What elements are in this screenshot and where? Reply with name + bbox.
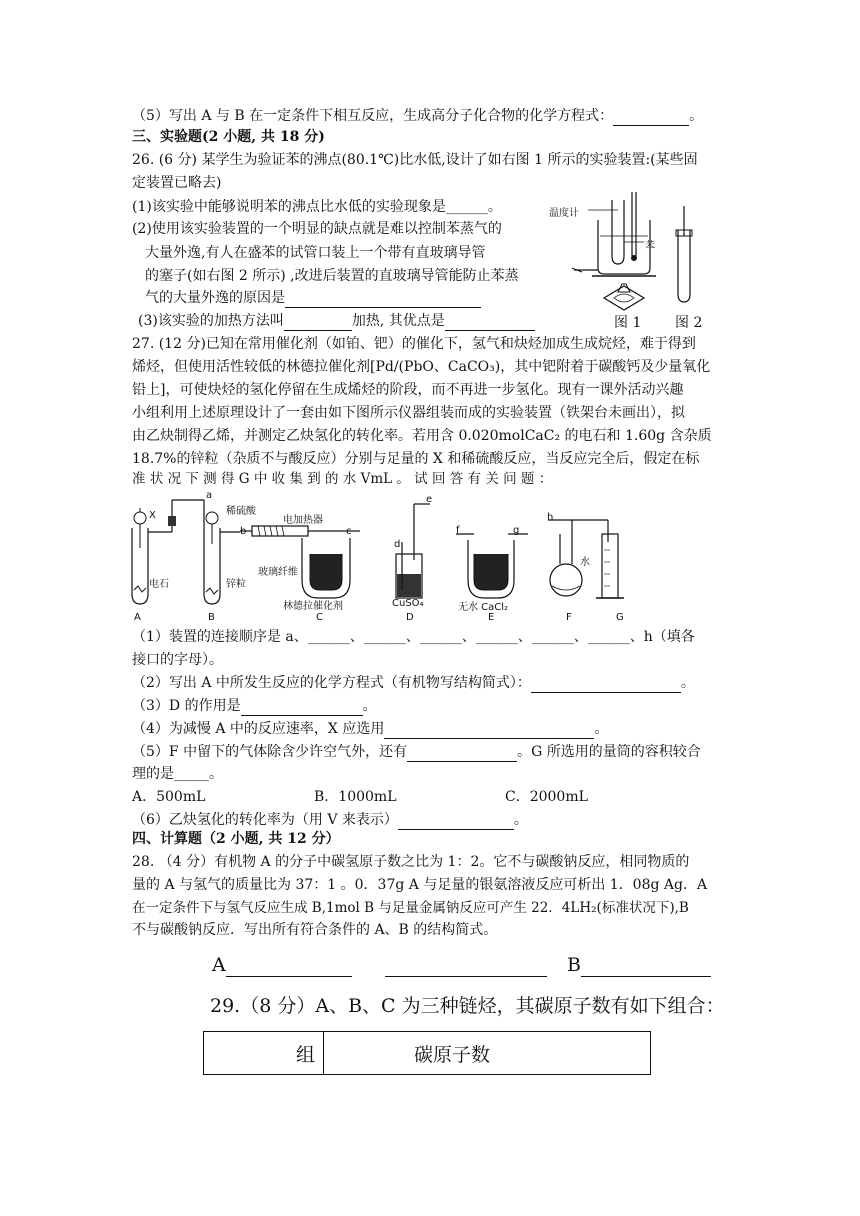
q26-stem-1: 26. (6 分) 某学生为验证苯的沸点(80.1℃)比水低,设计了如右图 1 所示的实验装置:(某些固 [132, 152, 698, 168]
apparatus-name-E: E [488, 612, 495, 623]
port-h: h [547, 512, 554, 523]
q25-part5: （5）写出 A 与 B 在一定条件下相互反应，生成高分子化合物的化学方程式： 。 [132, 108, 704, 124]
q26-part1: (1)该实验中能够说明苯的沸点比水低的实验现象是______。 [132, 199, 502, 215]
q27-part1-line2: 接口的字母）。 [132, 652, 223, 668]
q28-stem-2: 量的 A 与氢气的质量比为 37：1 。0．37g A 与足量的银氨溶液反应可析出 1．08g Ag．A [132, 877, 708, 893]
q27-stem-1: 27. (12 分)已知在常用催化剂（如铂、钯）的催化下，氢气和炔烃加成生成烷烃，难于得到 [132, 336, 696, 352]
port-d: d [394, 539, 401, 550]
apparatus-name-B: B [208, 612, 215, 623]
answer-blank [384, 722, 594, 739]
q27-option-b: B．1000mL [314, 789, 397, 805]
q27-stem-6: 18.7%的锌粒（杂质不与酸反应）分别与足量的 X 和稀硫酸反应，当反应完全后，假定在标 [132, 451, 700, 467]
apparatus-name-C: C [316, 612, 323, 623]
apparatus-E [456, 534, 528, 598]
apparatus-name-D: D [406, 612, 414, 623]
benzene-label: 苯 [645, 241, 655, 252]
q26-part3-text-a: (3)该实验的加热方法叫 [138, 313, 284, 329]
q27-part5-line2: 理的是_____。 [132, 766, 223, 782]
q27-part4: （4）为减慢 A 中的反应速率，X 应选用 。 [132, 721, 609, 737]
label-water: 水 [580, 557, 590, 568]
q28-stem-3: 在一定条件下与氢气反应生成 B,1mol B 与足量金属钠反应可产生 22．4LH₂(标准状况下),B [132, 900, 689, 916]
q27-part1-line1: （1）装置的连接顺序是 a、______、______、______、______、______、______、h（填各 [132, 629, 695, 645]
q27-part5-text-b: 。G 所选用的量筒的容积较合 [517, 744, 701, 760]
table-header-row [204, 1032, 651, 1075]
answer-blank [385, 956, 547, 977]
q28-answer-a-label: A [212, 954, 226, 976]
q27-part5 [132, 742, 701, 762]
q27-part2-text: （2）写出 A 中所发生反应的化学方程式（有机物写结构简式）： [132, 675, 531, 691]
table-header-group: 组 [204, 1032, 324, 1075]
answer-blank [241, 699, 363, 716]
q27-stem-3: 铅上]，可使炔烃的氢化停留在生成烯烃的阶段，而不再进一步氢化。现有一课外活动兴趣 [132, 382, 684, 398]
q27-stem-4: 小组利用上述原理设计了一套由如下图所示仪器组装而成的实验装置（铁架台未画出），拟 [132, 405, 685, 421]
answer-blank [407, 745, 517, 762]
answer-blank [581, 956, 711, 977]
answer-blank [226, 956, 352, 977]
q27-stem-2: 烯烃，但使用活性较低的林德拉催化剂[Pd/(PbO、CaCO₃)，其中钯附着于碳酸钙及少量氧化 [132, 359, 711, 375]
label-glass-fiber: 玻璃纤维 [258, 567, 298, 578]
q27-part5-text-a: （5）F 中留下的气体除含少许空气外，还有 [132, 744, 408, 760]
port-c: c [346, 526, 352, 537]
q27-part6-text: （6）乙炔氢化的转化率为（用 V 来表示） [132, 812, 398, 828]
label-x: X [149, 510, 156, 521]
q27-stem-7: 准 状 况 下 测 得 G 中 收 集 到 的 水 VmL 。 试 回 答 有 关 问 题 ： [132, 471, 553, 487]
label-heater: 电加热器 [283, 515, 323, 526]
label-lindlar-catalyst: 林德拉催化剂 [283, 601, 343, 612]
port-f: f [456, 525, 460, 536]
answer-blank [613, 109, 689, 126]
table-header-carbon-count: 碳原子数 [324, 1032, 651, 1075]
q26-part2-line1: (2)使用该实验装置的一个明显的缺点就是难以控制苯蒸气的 [132, 221, 502, 237]
apparatus-name-G: G [616, 612, 624, 623]
apparatus-C [240, 526, 360, 598]
answer-blank [445, 314, 535, 331]
q28-answer-a [212, 953, 352, 977]
q28-answer-middle [385, 953, 547, 977]
label-cuso4: CuSO₄ [392, 598, 424, 609]
q25-part5-text: （5）写出 A 与 B 在一定条件下相互反应，生成高分子化合物的化学方程式： [132, 108, 614, 124]
q26-part2-line3: 的塞子(如右图 2 所示) ,改进后装置的直玻璃导管能防止苯蒸 [145, 268, 519, 284]
answer-blank [531, 676, 681, 693]
q28-stem-1: 28. （4 分）有机物 A 的分子中碳氢原子数之比为 1：2。它不与碳酸钠反应，相同物质的 [132, 854, 690, 870]
q27-part3: （3）D 的作用是 。 [132, 698, 377, 714]
answer-blank [284, 314, 352, 331]
q27-part6: （6）乙炔氢化的转化率为（用 V 来表示） 。 [132, 812, 528, 828]
q27-option-a: A．500mL [132, 789, 206, 805]
q27-part3-text: （3）D 的作用是 [132, 698, 241, 714]
apparatus-G [596, 534, 624, 598]
answer-blank [398, 813, 514, 830]
label-dianshi: 电石 [149, 579, 169, 590]
label-zinc: 锌粒 [226, 579, 246, 590]
figure-1-label: 图 1 [614, 315, 642, 331]
port-e: e [426, 494, 433, 505]
thermometer-label: 温度计 [549, 208, 579, 219]
apparatus-diagram [128, 494, 638, 622]
section-3-heading: 三、实验题(2 小题, 共 18 分) [132, 129, 325, 145]
q26-stem-2: 定装置已略去) [132, 175, 222, 191]
q26-part2-line4 [145, 288, 481, 308]
port-g: g [513, 525, 520, 536]
q27-stem-5: 由乙炔制得乙烯，并测定乙炔氢化的转化率。若用含 0.020molCaC₂ 的电石和 1.60g 含杂质 [132, 428, 712, 444]
section-4-heading: 四、计算题（2 小题, 共 12 分） [132, 831, 340, 847]
q27-part4-text: （4）为减慢 A 中的反应速率，X 应选用 [132, 721, 385, 737]
q29-stem: 29.（8 分）A、B、C 为三种链烃，其碳原子数有如下组合： [210, 995, 725, 1017]
port-b: b [240, 526, 247, 537]
port-a: a [206, 490, 213, 501]
apparatus-name-F: F [566, 612, 572, 623]
q28-answer-b-label: B [567, 954, 581, 976]
apparatus-D [396, 504, 430, 598]
q26-part3-text-b: 加热, 其优点是 [351, 313, 445, 329]
q26-part2-line2: 大量外逸,有人在盛苯的试管口装上一个带有直玻璃导管 [145, 245, 486, 261]
q26-part2-line4-text: 气的大量外逸的原因是 [145, 290, 285, 306]
q26-part3 [138, 311, 535, 331]
label-cacl2: 无水 CaCl₂ [458, 602, 509, 613]
q27-option-c: C．2000mL [505, 789, 588, 805]
apparatus-F [548, 520, 608, 596]
q28-stem-4: 不与碳酸钠反应．写出所有符合条件的 A、B 的结构简式。 [132, 922, 498, 938]
q28-answer-b [567, 953, 711, 977]
answer-blank [285, 291, 481, 308]
label-dilute-sulfuric-acid: 稀硫酸 [226, 506, 256, 517]
figure-2-label: 图 2 [675, 315, 703, 331]
q27-part2: （2）写出 A 中所发生反应的化学方程式（有机物写结构简式）： 。 [132, 675, 695, 691]
apparatus-name-A: A [134, 612, 141, 623]
carbon-count-table [203, 1031, 651, 1075]
